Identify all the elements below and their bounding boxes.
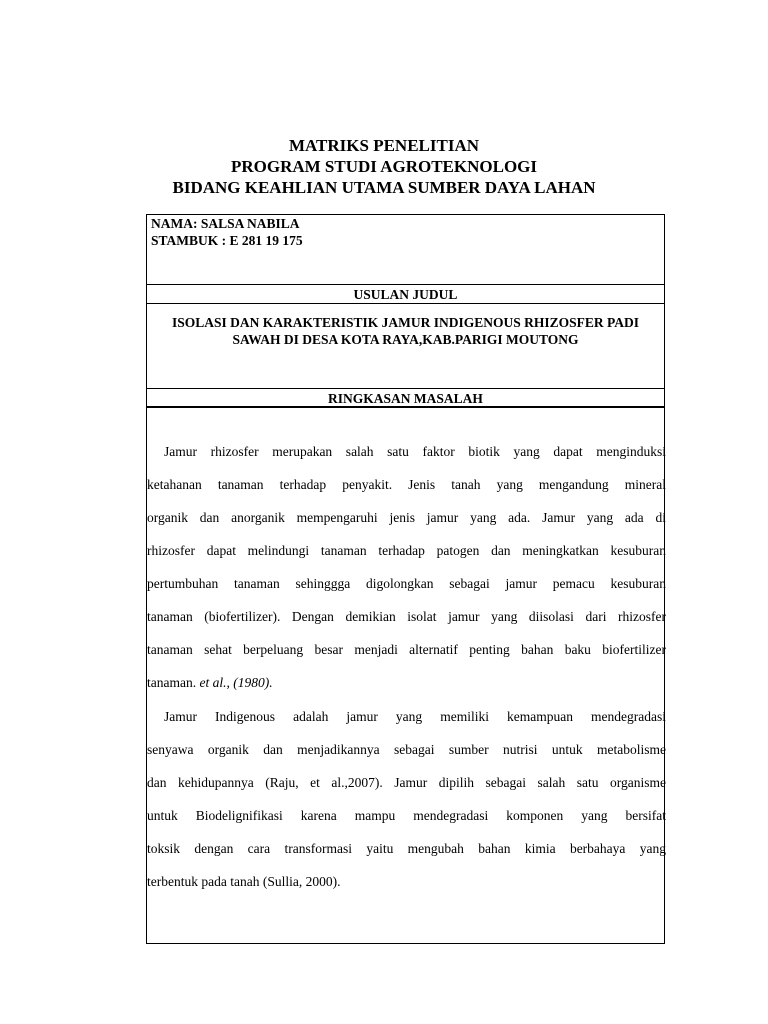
- paragraph-line: tanaman sehat berpeluang besar menjadi alternatif penting bahan baku biofertilizer: [147, 642, 666, 657]
- proposed-title-box: [146, 303, 665, 389]
- paragraph-line: organik dan anorganik mempengaruhi jenis jamur yang ada. Jamur yang ada di: [147, 510, 666, 525]
- paragraph-line: terbentuk pada tanah (Sullia, 2000).: [147, 874, 341, 889]
- paragraph-line: Jamur Indigenous adalah jamur yang memiliki kemampuan mendegradasi: [164, 709, 666, 724]
- paragraph-line: Jamur rhizosfer merupakan salah satu faktor biotik yang dapat menginduksi: [164, 444, 666, 459]
- ringkasan-masalah-header: RINGKASAN MASALAH: [146, 388, 665, 408]
- heading-line-2: PROGRAM STUDI AGROTEKNOLOGI: [230, 157, 538, 176]
- student-name: NAMA: SALSA NABILA: [151, 216, 300, 231]
- paragraph-line: tanaman (biofertilizer). Dengan demikian isolat jamur yang diisolasi dari rhizosfer: [147, 609, 666, 624]
- paragraph-line: dan kehidupannya (Raju, et al.,2007). Jamur dipilih sebagai salah satu organisme: [147, 775, 666, 790]
- paragraph-line: ketahanan tanaman terhadap penyakit. Jenis tanah yang mengandung mineral: [147, 477, 666, 492]
- paragraph-line-with-citation: [147, 674, 666, 692]
- student-stambuk: STAMBUK : E 281 19 175: [151, 233, 303, 248]
- paragraph-line: pertumbuhan tanaman sehinggga digolongkan sebagai jamur pemacu kesuburan: [147, 576, 666, 591]
- heading-line-3: BIDANG KEAHLIAN UTAMA SUMBER DAYA LAHAN: [172, 178, 596, 197]
- proposed-title-line-1: ISOLASI DAN KARAKTERISTIK JAMUR INDIGENOUS RHIZOSFER PADI: [171, 315, 640, 330]
- paragraph-line: senyawa organik dan menjadikannya sebagai sumber nutrisi untuk metabolisme: [147, 742, 666, 757]
- identity-box: [146, 214, 665, 285]
- italic-citation: et al., (1980).: [199, 675, 273, 690]
- proposed-title-line-2: SAWAH DI DESA KOTA RAYA,KAB.PARIGI MOUTONG: [232, 332, 579, 347]
- ringkasan-masalah-body: [146, 406, 665, 944]
- document-heading: [0, 135, 768, 198]
- usulan-judul-header: USULAN JUDUL: [146, 284, 665, 304]
- paragraph-line: untuk Biodelignifikasi karena mampu mendegradasi komponen yang bersifat: [147, 808, 666, 823]
- heading-line-1: MATRIKS PENELITIAN: [288, 136, 480, 155]
- paragraph-line-text: tanaman.: [147, 675, 197, 690]
- paragraph-line: toksik dengan cara transformasi yaitu mengubah bahan kimia berbahaya yang: [147, 841, 666, 856]
- paragraph-line: rhizosfer dapat melindungi tanaman terhadap patogen dan meningkatkan kesuburan: [147, 543, 666, 558]
